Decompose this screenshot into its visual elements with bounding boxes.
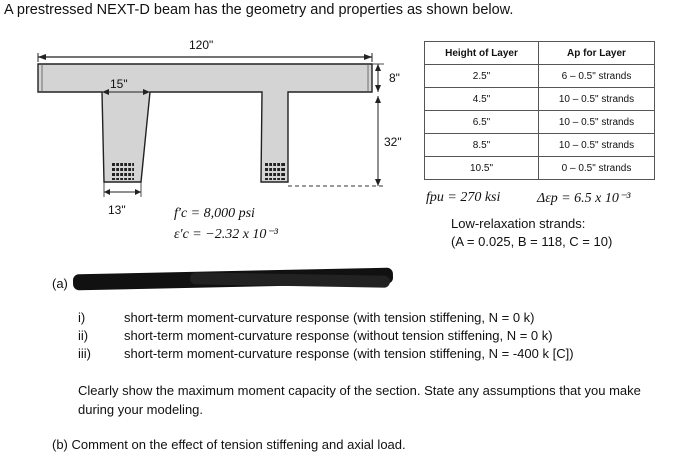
list-item: short-term moment-curvature response (without tension stiffening, N = 0 k)	[124, 328, 553, 343]
width-dimension-label: 120"	[189, 38, 214, 52]
part-a-note: Clearly show the maximum moment capacity of the section. State any assumptions that you make during your modeling.	[78, 383, 641, 417]
table-row	[425, 111, 655, 134]
item-number: ii)	[78, 328, 89, 343]
table-cell: 10 – 0.5" strands	[539, 134, 655, 157]
strand-layer-table	[424, 41, 655, 180]
item-number: iii)	[78, 346, 91, 361]
table-row	[425, 157, 655, 180]
table-cell: 4.5"	[425, 88, 539, 111]
list-item: short-term moment-curvature response (with tension stiffening, N = 0 k)	[124, 310, 535, 325]
problem-title: A prestressed NEXT-D beam has the geometry and properties as shown below.	[4, 2, 514, 18]
table-cell: 6 – 0.5" strands	[539, 65, 655, 88]
table-cell: 6.5"	[425, 111, 539, 134]
table-row	[425, 65, 655, 88]
table-header: Height of Layer	[425, 42, 539, 65]
table-row	[425, 88, 655, 111]
strand-ultimate-strength: fpu = 270 ksi	[426, 190, 501, 205]
total-depth-label: 32"	[384, 135, 402, 149]
strand-constants: (A = 0.025, B = 118, C = 10)	[451, 234, 613, 249]
part-a-label: (a)	[52, 276, 68, 291]
stem-top-dimension-label: 15"	[110, 77, 128, 91]
flange-depth-label: 8"	[389, 71, 400, 85]
table-cell: 0 – 0.5" strands	[539, 157, 655, 180]
table-row	[425, 134, 655, 157]
table-cell: 10 – 0.5" strands	[539, 111, 655, 134]
table-cell: 8.5"	[425, 134, 539, 157]
table-cell: 10 – 0.5" strands	[539, 88, 655, 111]
item-number: i)	[78, 310, 86, 325]
strand-prestrain: Δεp = 6.5 x 10⁻³	[537, 191, 631, 206]
table-cell: 10.5"	[425, 157, 539, 180]
stem-bottom-dimension-label: 13"	[108, 203, 126, 217]
beam-section-diagram	[0, 0, 420, 230]
concrete-strain: ε′c = −2.32 x 10⁻³	[174, 227, 278, 242]
table-header: Ap for Layer	[539, 42, 655, 65]
part-b: (b) Comment on the effect of tension stiffening and axial load.	[52, 437, 406, 452]
table-cell: 2.5"	[425, 65, 539, 88]
strand-type: Low-relaxation strands:	[451, 216, 586, 231]
list-item: short-term moment-curvature response (with tension stiffening, N = -400 k [C])	[124, 346, 574, 361]
concrete-strength: f′c = 8,000 psi	[174, 206, 255, 221]
table-header-row	[425, 42, 655, 65]
